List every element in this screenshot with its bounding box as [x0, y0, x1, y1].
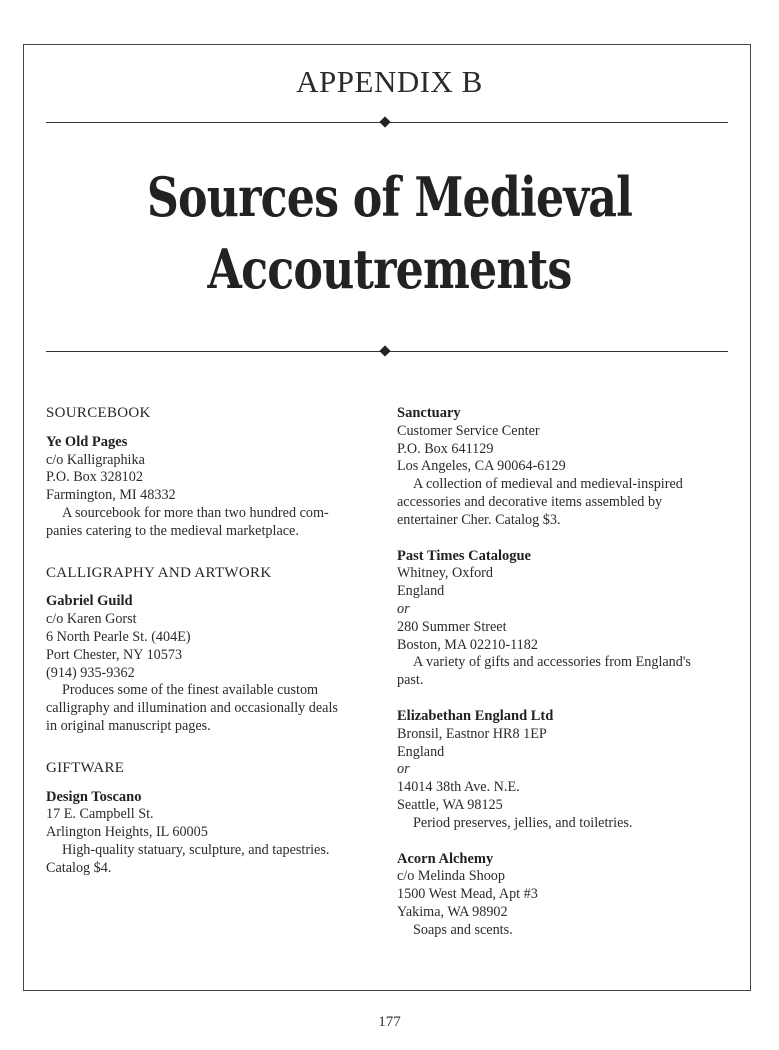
address-line: Yakima, WA 98902 — [397, 903, 508, 920]
entry-name: Design Toscano — [46, 788, 142, 805]
entry-name: Gabriel Guild — [46, 593, 133, 610]
address-line: Arlington Heights, IL 60005 — [46, 824, 208, 841]
title-line-1: Sources of Medieval — [146, 165, 633, 229]
section-calligraphy — [46, 565, 366, 736]
list-item — [397, 405, 717, 530]
description: Soaps and scents. — [413, 921, 513, 938]
left-column — [46, 405, 366, 896]
entry-name: Acorn Alchemy — [397, 850, 494, 867]
address-line: England — [397, 583, 445, 600]
description: panies catering to the medieval marketplace. — [46, 522, 299, 539]
or-separator: or — [397, 600, 410, 617]
entry-name: Past Times Catalogue — [397, 547, 531, 564]
or-separator: or — [397, 761, 410, 778]
address-line: c/o Kalligraphika — [46, 451, 145, 468]
description: calligraphy and illumination and occasionally deals — [46, 700, 338, 717]
address-line: Customer Service Center — [397, 422, 540, 439]
description: High-quality statuary, sculpture, and tapestries. — [62, 841, 330, 858]
page-number: 177 — [378, 1014, 401, 1030]
description: Period preserves, jellies, and toiletries. — [413, 814, 633, 831]
address-line: Seattle, WA 98125 — [397, 796, 503, 813]
address-line: 17 E. Campbell St. — [46, 806, 154, 823]
address-line: P.O. Box 328102 — [46, 469, 143, 486]
top-divider — [46, 122, 728, 123]
description: entertainer Cher. Catalog $3. — [397, 511, 561, 528]
title-line-2: Accoutrements — [207, 237, 572, 301]
description: Produces some of the finest available custom — [62, 682, 319, 699]
address-line: Bronsil, Eastnor HR8 1EP — [397, 725, 547, 742]
address-line: c/o Karen Gorst — [46, 611, 137, 628]
right-column — [397, 405, 717, 958]
section-heading: GIFTWARE — [46, 759, 125, 776]
entry-name: Ye Old Pages — [46, 433, 128, 450]
description: A collection of medieval and medieval-inspired — [413, 476, 683, 493]
description: past. — [397, 672, 424, 689]
address-line: Whitney, Oxford — [397, 565, 494, 582]
address-line: 14014 38th Ave. N.E. — [397, 779, 520, 796]
list-item — [397, 548, 717, 690]
description: Catalog $4. — [46, 859, 112, 876]
address-line: 1500 West Mead, Apt #3 — [397, 886, 538, 903]
address-line: 6 North Pearle St. (404E) — [46, 628, 191, 645]
description: in original manuscript pages. — [46, 717, 211, 734]
section-sourcebook — [46, 405, 366, 541]
entry-name: Sanctuary — [397, 405, 461, 421]
appendix-heading: APPENDIX B — [296, 64, 483, 99]
address-line: Port Chester, NY 10573 — [46, 646, 183, 663]
address-line: 280 Summer Street — [397, 618, 507, 635]
address-line: England — [397, 743, 445, 760]
section-heading: SOURCEBOOK — [46, 405, 151, 421]
list-item — [46, 789, 366, 878]
address-line: Boston, MA 02210-1182 — [397, 636, 538, 653]
address-line: Farmington, MI 48332 — [46, 487, 176, 504]
description: A sourcebook for more than two hundred com- — [62, 504, 329, 521]
list-item — [397, 708, 717, 833]
address-line: P.O. Box 641129 — [397, 440, 494, 457]
address-line: Los Angeles, CA 90064-6129 — [397, 458, 566, 475]
description: A variety of gifts and accessories from England's — [413, 654, 691, 671]
section-heading: CALLIGRAPHY AND ARTWORK — [46, 564, 272, 581]
section-giftware — [46, 760, 366, 878]
phone-line: (914) 935-9362 — [46, 664, 135, 681]
address-line: c/o Melinda Shoop — [397, 868, 505, 885]
list-item — [397, 851, 717, 940]
bottom-divider — [46, 351, 728, 352]
entry-name: Elizabethan England Ltd — [397, 707, 554, 724]
list-item — [46, 434, 366, 541]
list-item — [46, 593, 366, 735]
description: accessories and decorative items assembled by — [397, 493, 663, 510]
